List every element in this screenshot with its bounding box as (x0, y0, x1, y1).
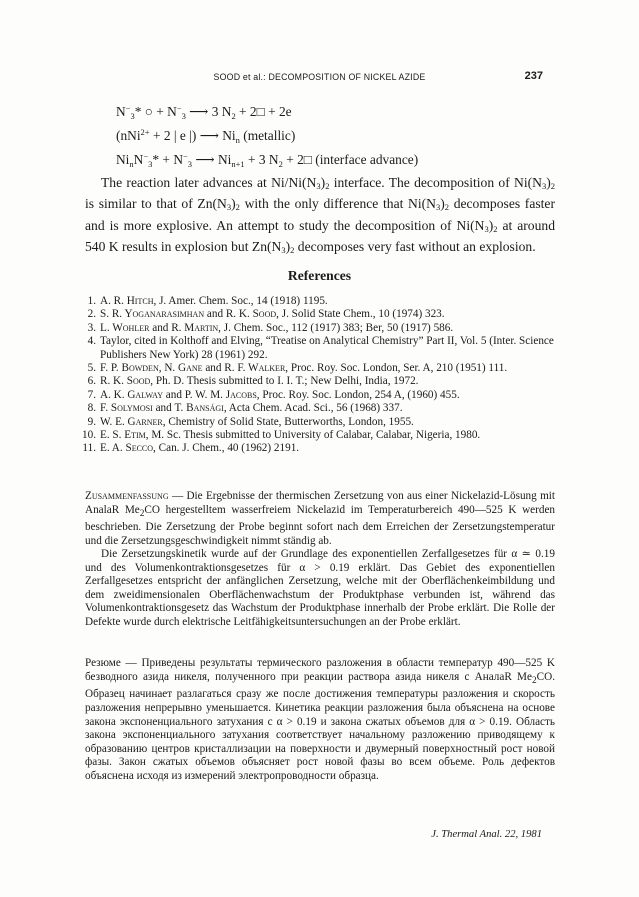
text-run: ) (231, 196, 236, 212)
reaction-equations (116, 96, 418, 168)
subscript: 2 (531, 675, 537, 686)
reference-item (78, 429, 558, 442)
reference-text: Proc. Roy. Soc. London, Ser. A, 210 (1951) 111. (288, 362, 508, 375)
reference-number: 10. (82, 429, 96, 442)
eq1-charge: − (125, 103, 131, 113)
eq2-term: + 2 | e |) ⟶ Ni (149, 128, 236, 143)
eq2-subscript: n (235, 135, 240, 145)
subscript: 3 (541, 181, 547, 191)
reference-number: 11. (82, 442, 96, 455)
reference-author: L. Wohler (100, 321, 150, 334)
reference-connector: and (152, 402, 175, 415)
references-list (78, 295, 558, 456)
reference-text: J. Solid State Chem., 10 (1974) 323. (278, 308, 445, 321)
subscript: 2 (444, 202, 450, 213)
reference-number: 9. (87, 415, 96, 428)
text-run: with the only difference that Ni(N (239, 196, 436, 212)
reference-author: E. A. Secco, (100, 442, 156, 455)
reference-number: 8. (87, 402, 96, 415)
eq3-term: N (133, 152, 144, 167)
german-abstract-label: Zusammenfassung (85, 490, 169, 502)
subscript: 2 (550, 181, 556, 191)
eq2-term: (metallic) (239, 128, 296, 143)
eq1-term: + 2□ + 2e (235, 104, 292, 119)
reference-number: 3. (87, 321, 96, 334)
text-run: interface. The decomposition of Ni(N (329, 175, 542, 190)
text-run: — Die Ergebnisse der thermischen Zersetzung von aus einer Nickelazid-Lösung mit AnalaR Me (85, 490, 555, 516)
text-run: The reaction later advances at Ni/Ni(N (101, 175, 317, 190)
reference-text: Can. J. Chem., 40 (1962) 2191. (155, 442, 300, 455)
reference-author: W. E. Garner, (100, 415, 166, 428)
reference-author: R. K. Sood, (225, 308, 279, 321)
text-run: ) (320, 175, 326, 190)
text-run: ) (546, 175, 551, 190)
reference-item (78, 402, 558, 415)
reference-author: F. Solymosi (100, 402, 153, 415)
equation-3 (116, 144, 418, 168)
reference-text: Ph. D. Thesis submitted to I. I. T.; New Delhi, India, 1972. (153, 375, 419, 388)
eq2-term: (nNi (116, 128, 141, 143)
subscript: 3 (226, 202, 232, 213)
eq3-subscript: n+1 (231, 159, 245, 169)
text-run: CO hergestelltem wasserfreiem Nickelazid im Temperaturbereich 490—525 K werden beschrieben. Die Zersetzung der Probe beginnt sofort nach dem Erreichen der Zersetzungstemperatur und die Zersetzungsgeschwindigkeit nimmt ständig ab. (85, 503, 555, 547)
eq1-charge: − (176, 103, 182, 113)
reference-number: 6. (87, 375, 96, 388)
eq3-charge: − (183, 151, 188, 161)
reference-number: 2. (87, 308, 96, 321)
text-run: is similar to that of Zn(N (85, 196, 227, 212)
page-number: 237 (524, 70, 543, 82)
eq3-subscript: n (129, 159, 134, 169)
reference-connector: and (204, 308, 226, 321)
reference-number: 4. (87, 335, 96, 348)
eq1-term: * ○ + N (134, 104, 177, 119)
eq3-term: * + N (152, 152, 183, 167)
reference-text: J. Amer. Chem. Soc., 14 (1918) 1195. (156, 295, 328, 307)
reference-author: Taylor, (100, 335, 132, 348)
german-abstract (85, 490, 555, 629)
equation-1 (116, 96, 418, 120)
reference-number: 5. (87, 362, 96, 375)
reference-author: N. Gane (164, 362, 203, 375)
text-run: decomposes very fast without an explosion. (294, 238, 536, 254)
eq1-term: ⟶ 3 N (185, 104, 232, 119)
eq2-charge: 2+ (140, 127, 150, 137)
reference-author: E. S. Etim, (100, 429, 149, 442)
eq1-subscript: 3 (130, 111, 135, 121)
body-paragraph (85, 174, 555, 259)
reference-text: Chemistry of Solid State, Butterworths, London, 1955. (165, 415, 414, 428)
subscript: 2 (290, 244, 295, 255)
subscript: 2 (325, 181, 330, 191)
eq1-subscript: 3 (181, 111, 186, 121)
text-run: ) (440, 196, 445, 212)
reference-author: T. Bansági, (174, 402, 227, 415)
reference-item (78, 335, 558, 362)
journal-footer: J. Thermal Anal. 22, 1981 (431, 829, 542, 840)
reference-connector: and (149, 321, 172, 334)
subscript: 3 (436, 202, 441, 213)
reference-item (78, 322, 558, 335)
eq3-term: ⟶ Ni (192, 152, 232, 167)
russian-abstract (85, 657, 555, 784)
subscript: 2 (493, 223, 498, 234)
reference-author: R. Martin, (171, 321, 221, 334)
eq3-subscript: 3 (187, 159, 193, 169)
reference-text: Acta Chem. Acad. Sci., 56 (1968) 337. (226, 402, 403, 415)
reference-text: M. Sc. Thesis submitted to University of Calabar, Calabar, Nigeria, 1980. (148, 429, 481, 442)
subscript: 3 (281, 244, 286, 255)
german-abstract-paragraph (85, 490, 555, 548)
eq3-term: + 2□ (interface advance) (282, 152, 419, 167)
eq3-term: + 3 N (244, 152, 279, 167)
text-run: at around 540 K results in explosion but Zn(N (85, 217, 555, 254)
subscript: 2 (235, 202, 240, 213)
text-run: decomposes faster and is more explosive. An attempt to study the decomposition of Ni(N (85, 196, 555, 233)
reference-text: J. Chem. Soc., 112 (1917) 383; Ber, 50 (1917) 586. (220, 321, 454, 334)
reference-author: R. K. Sood, (100, 375, 154, 388)
page-header (0, 72, 639, 88)
reference-number: 1. (87, 295, 96, 307)
reference-connector: and (202, 362, 225, 375)
eq3-term: Ni (116, 152, 130, 167)
reference-text: cited in Kolthoff and Elving, “Treatise on Analytical Chemistry” Part II, Vol. 5 (Inter. Science Publishers New York) 28 (1961) 292. (100, 335, 554, 361)
text-run: ) (488, 217, 494, 233)
subscript: 3 (484, 223, 489, 234)
eq3-subscript: 3 (148, 159, 153, 169)
eq3-charge: − (143, 151, 149, 161)
subscript: 3 (316, 181, 321, 191)
eq3-subscript: 2 (278, 159, 283, 169)
reference-author: A. K. Galway (100, 388, 163, 401)
eq1-term: N (116, 104, 126, 119)
reference-item (78, 375, 558, 388)
reference-item (78, 362, 558, 375)
text-run: CO. Образец начинает разлагаться сразу же после достижения температуры разложения и скорость разложения непрерывно уменьшается. Кинетика реакции разложения была объяснена на основе закона экспоненциального затухания с α > 0.19 и закона сжатых объемов для α > 0.19. Область закона экспоненциального затухания соответствует начальному разложению приводящему к образованию центров кристаллизации на поверхности и двумерный поверхностный рост новой фазы. Закон сжатых объемов объясняет рост новой фазы во всем объеме. Роль дефектов объяснена исходя из измерений электропроводности образца. (85, 670, 555, 782)
reference-author: R. F. Walker, (224, 362, 289, 375)
german-abstract-paragraph: Die Zersetzungskinetik wurde auf der Grundlage des exponentiellen Zerfallgesetzes für α ≃ 0.19 und des Volumenkontraktionsgesetzes für α > 0.19 erklärt. Das Gebiet des exponentiellen Zerfallgesetzes entspricht der anfänglichen Zersetzung, welche mit der Oberflächenkeimbildung und dem zweidimensionalen Oberflächenwachstum der Produktphase verbunden ist, während das Volumenkontraktionsgesetz das Wachstum der Produktphase innerhalb der Probe erklärt. Die Rolle der Defekte wurde durch elektrische Leitfähigkeitsuntersuchungen an der Probe erklärt. (85, 548, 555, 628)
reference-item (78, 295, 558, 308)
reference-author: F. P. Bowden, (100, 362, 162, 375)
running-head: SOOD et al.: DECOMPOSITION OF NICKEL AZIDE (213, 72, 426, 82)
reference-number: 7. (87, 388, 96, 401)
equation-2 (116, 120, 418, 144)
subscript: 2 (139, 508, 145, 519)
reference-connector: and (162, 388, 185, 401)
reference-author: P. W. M. Jacobs, (184, 388, 260, 401)
reference-item (78, 308, 558, 321)
text-run: ) (285, 238, 291, 254)
reference-text: Proc. Roy. Soc. London, 254 A, (1960) 455. (259, 388, 460, 401)
reference-item (78, 442, 558, 455)
eq1-subscript: 2 (231, 111, 236, 121)
reference-author: S. R. Yoganarasimhan (100, 308, 205, 321)
references-heading: References (287, 268, 352, 283)
text-run: Резюме — Приведены результаты термического разложения в области температур 490—525 K безводного азида никеля, полученного при реакции раствора азида никеля с АналаR Me (85, 657, 555, 683)
reference-author: A. R. Hitch, (100, 295, 157, 307)
reference-item (78, 389, 558, 402)
reference-item (78, 416, 558, 429)
